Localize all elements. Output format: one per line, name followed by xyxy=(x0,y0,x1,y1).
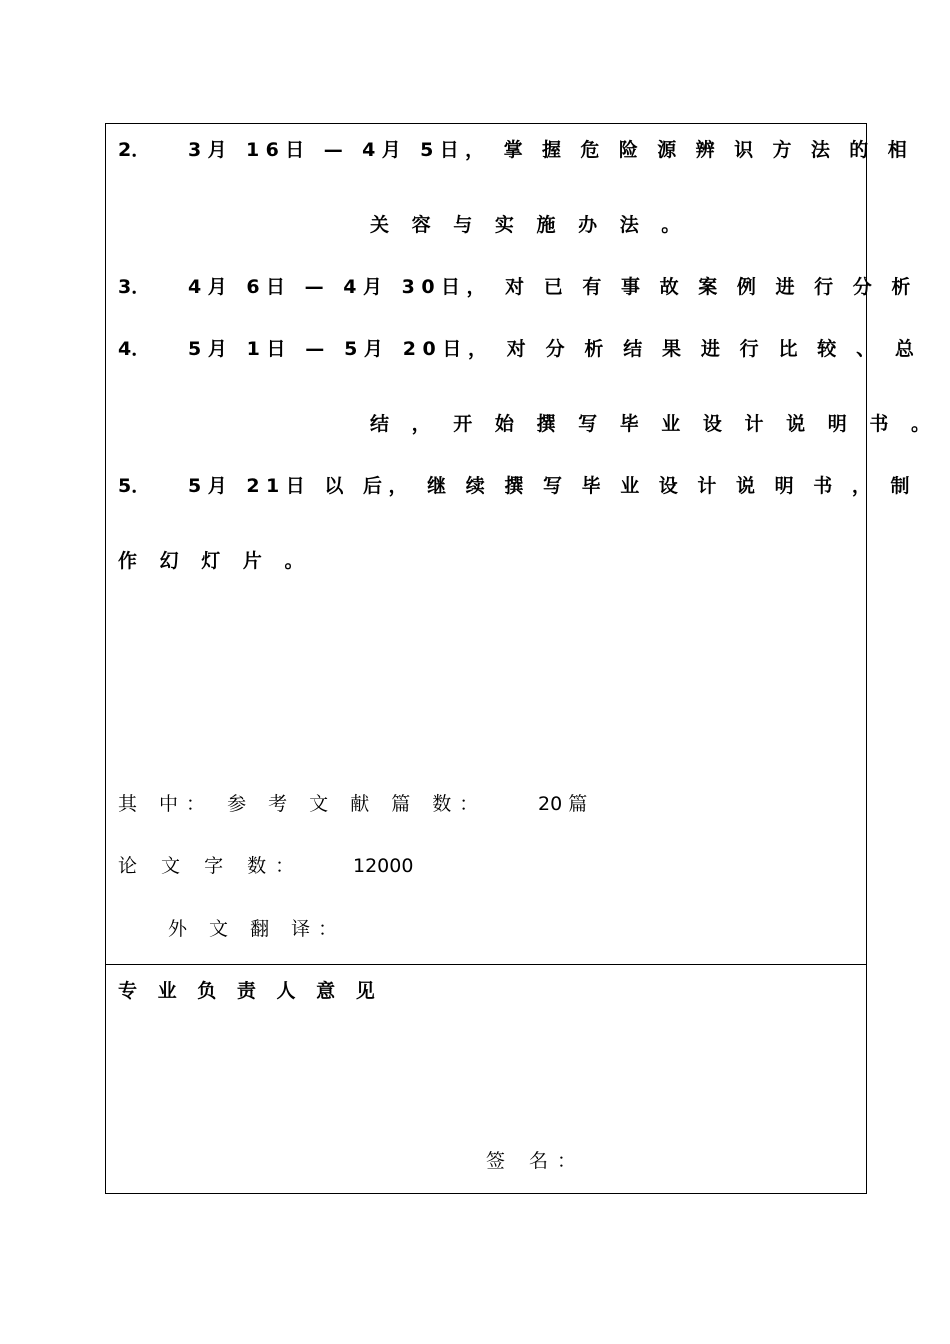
schedule-item-4-continued: 结 ， 开 始 撰 写 毕 业 设 计 说 明 书 。 xyxy=(370,413,938,435)
reference-count-label: 其 中： 参 考 文 献 篇 数： xyxy=(118,793,487,815)
word-count-value: 12000 xyxy=(353,855,414,877)
word-count-row xyxy=(118,854,414,878)
signature-label: 签 名： xyxy=(486,1150,586,1172)
schedule-item-5 xyxy=(118,474,916,498)
item-number: 5． xyxy=(118,475,151,497)
item-text: 4月 6日 — 4月 30日， 对 已 有 事 故 案 例 进 行 分 析 xyxy=(188,276,917,298)
task-form-table xyxy=(105,123,938,1194)
schedule-item-4 xyxy=(118,337,921,361)
reference-count-value: 20 篇 xyxy=(538,793,588,815)
foreign-translation-label: 外 文 翻 译： xyxy=(168,918,346,940)
item-number: 4． xyxy=(118,338,151,360)
reference-count-row xyxy=(118,792,588,816)
schedule-item-3 xyxy=(118,275,917,299)
item-number: 3． xyxy=(118,276,151,298)
item-text: 5月 21日 以 后， 继 续 撰 写 毕 业 设 计 说 明 书 ， 制 xyxy=(188,475,916,497)
supervisor-opinion-title: 专 业 负 责 人 意 见 xyxy=(118,980,382,1002)
item-text: 5月 1日 — 5月 20日， 对 分 析 结 果 进 行 比 较 、 总 xyxy=(188,338,921,360)
schedule-item-2-continued: 关 容 与 实 施 办 法 。 xyxy=(370,214,689,236)
item-text: 3月 16日 — 4月 5日， 掌 握 危 险 源 辨 识 方 法 的 相 xyxy=(188,139,914,161)
word-count-label: 论 文 字 数： xyxy=(118,855,304,877)
schedule-item-2 xyxy=(118,138,914,162)
schedule-item-5-continued: 作 幻 灯 片 。 xyxy=(118,550,312,572)
item-number: 2． xyxy=(118,139,151,161)
section-divider xyxy=(106,964,866,965)
